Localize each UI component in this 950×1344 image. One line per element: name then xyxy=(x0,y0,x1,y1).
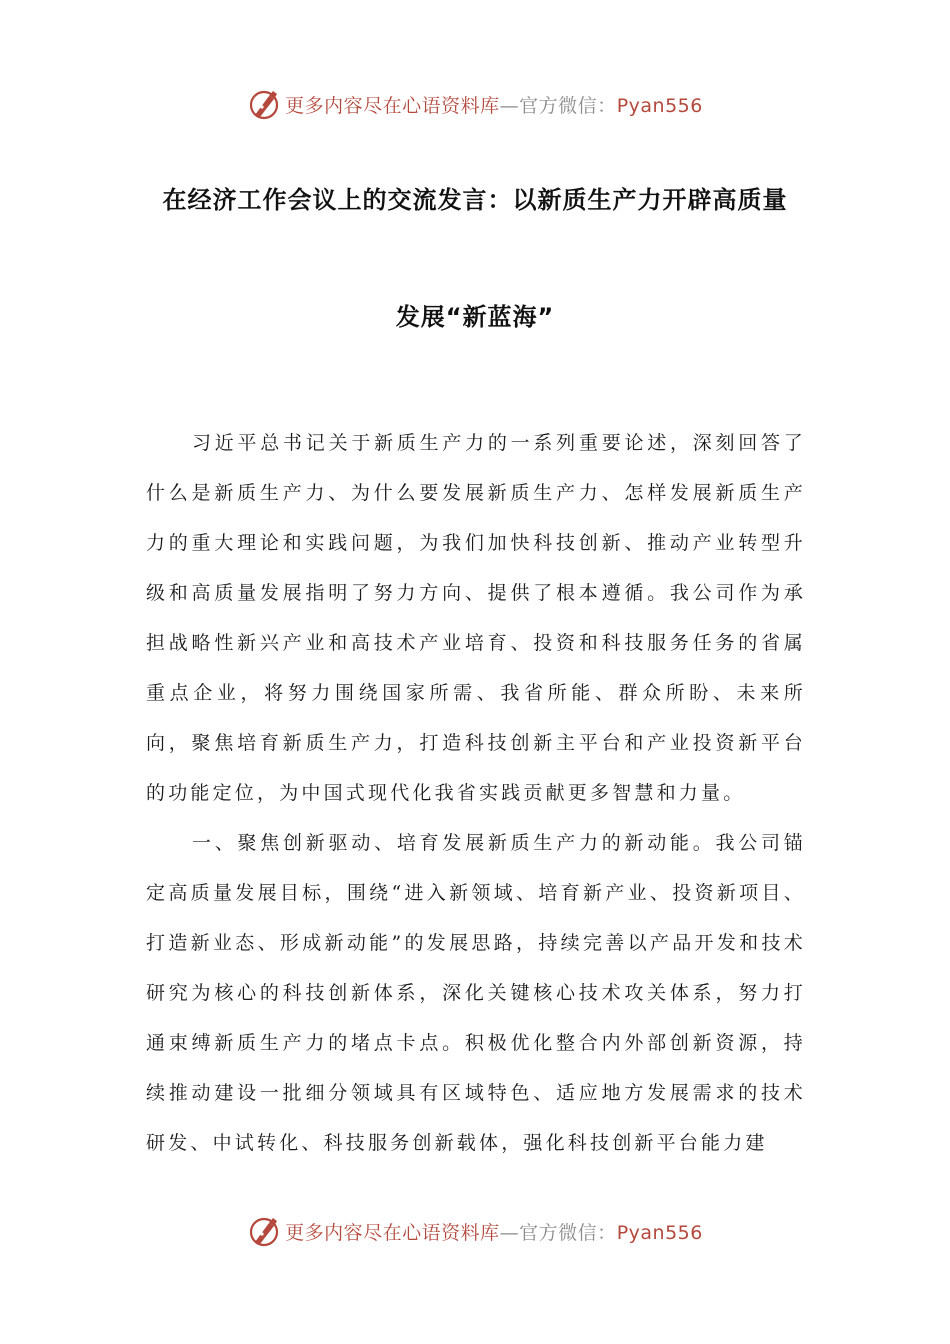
banner-site-name: 更多内容尽在心语资料库 xyxy=(285,94,500,117)
body-paragraph: 一、聚焦创新驱动、培育发展新质生产力的新动能。我公司锚定高质量发展目标，围绕“进入新领域、培育新产业、投资新项目、打造新业态、形成新动能”的发展思路，持续完善以产品开发和技术研究为核心的科技创新体系，深化关键核心技术攻关体系，努力打通束缚新质生产力的堵点卡点。积极优化整合内外部创新资源，持续推动建设一批细分领域具有区域特色、适应地方发展需求的技术研发、中试转化、科技服务创新载体，强化科技创新平台能力建 xyxy=(146,832,806,1154)
document-body xyxy=(146,418,806,1168)
banner-wechat-id: Pyan556 xyxy=(616,1221,703,1244)
banner-text xyxy=(285,1218,703,1245)
banner-site-name: 更多内容尽在心语资料库 xyxy=(285,1221,500,1244)
banner-text xyxy=(285,91,703,118)
banner-dash: — xyxy=(499,94,520,117)
footer-banner xyxy=(0,1211,950,1251)
banner-wechat-id: Pyan556 xyxy=(616,94,703,117)
header-banner xyxy=(0,84,950,124)
pen-logo-icon xyxy=(247,1214,281,1248)
body-paragraph: 习近平总书记关于新质生产力的一系列重要论述，深刻回答了什么是新质生产力、为什么要发展新质生产力、怎样发展新质生产力的重大理论和实践问题，为我们加快科技创新、推动产业转型升级和高质量发展指明了努力方向、提供了根本遵循。我公司作为承担战略性新兴产业和高技术产业培育、投资和科技服务任务的省属重点企业，将努力围绕国家所需、我省所能、群众所盼、未来所向，聚焦培育新质生产力，打造科技创新主平台和产业投资新平台的功能定位，为中国式现代化我省实践贡献更多智慧和力量。 xyxy=(146,432,806,804)
document-title-line-2: 发展“新蓝海” xyxy=(395,303,555,331)
pen-logo-icon xyxy=(247,87,281,121)
banner-wechat-label: 官方微信： xyxy=(519,1221,617,1244)
document-title-line-1: 在经济工作会议上的交流发言：以新质生产力开辟高质量 xyxy=(162,186,788,214)
banner-wechat-label: 官方微信： xyxy=(519,94,617,117)
banner-dash: — xyxy=(499,1221,520,1244)
